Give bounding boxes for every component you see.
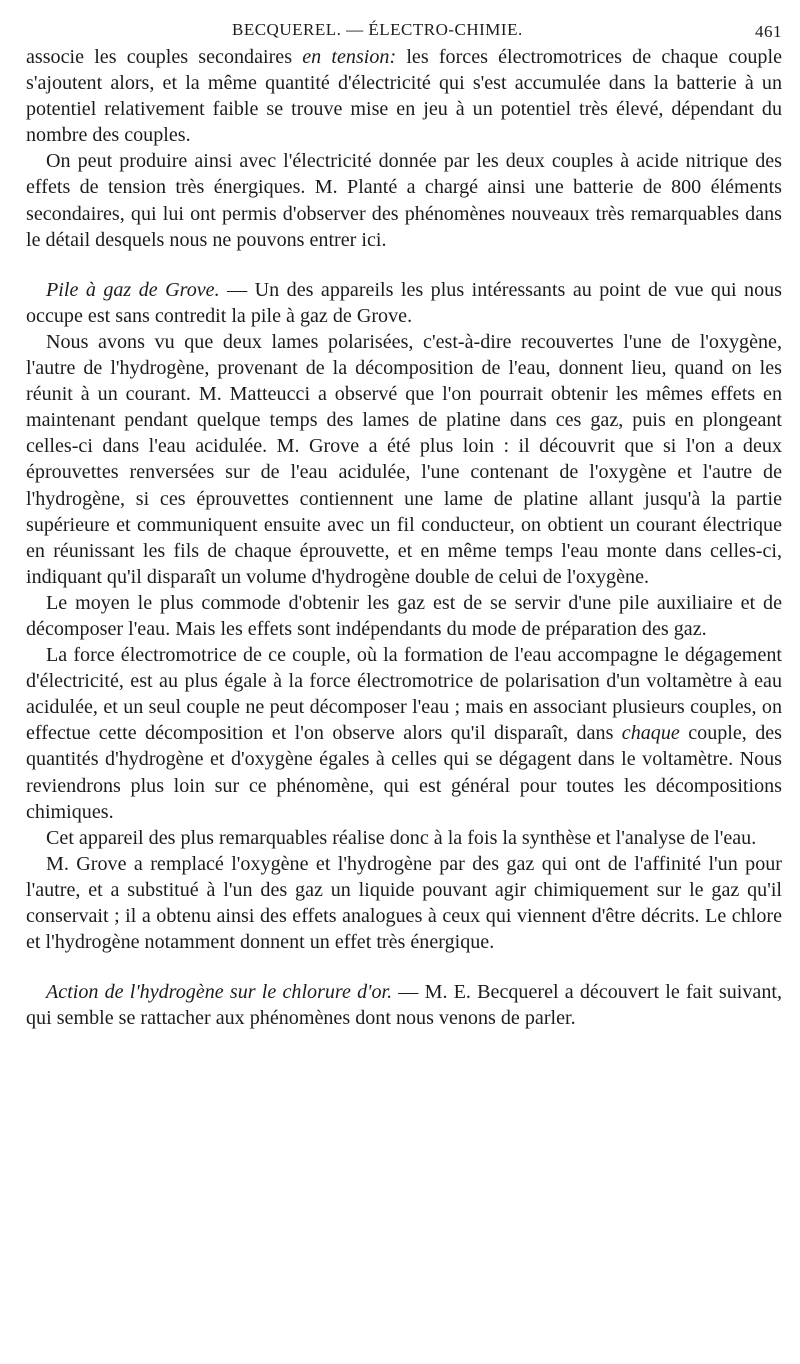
page-number: 461 <box>755 22 782 41</box>
running-title: BECQUEREL. — ÉLECTRO-CHIMIE. <box>232 20 523 39</box>
emphasis-chaque: chaque <box>621 722 680 745</box>
section-action-hydrogene: Action de l'hydrogène sur le chlorure d'or. — M. E. Becquerel a découvert le fait suivant, qui semble se rattacher aux phénomènes dont nous venons de parler. <box>26 981 782 1030</box>
section-heading: Pile à gaz de Grove. <box>46 278 220 301</box>
emphasis-en-tension: en tension: <box>302 46 397 68</box>
paragraph: Cet appareil des plus remarquables réalise donc à la fois la synthèse et l'analyse de l'eau. <box>46 826 757 849</box>
paragraph: Le moyen le plus commode d'obtenir les gaz est de se servir d'une pile auxiliaire et de décomposer l'eau. Mais les effets sont indépendants du mode de préparation des gaz. <box>26 591 782 640</box>
section-pile-a-gaz-de-grove: Pile à gaz de Grove. — Un des appareils les plus intéressants au point de vue qui nous occupe est sans contredit la pile à gaz de Grove. <box>26 278 783 327</box>
book-page <box>26 14 782 1031</box>
paragraph: La force électromotrice de ce couple, où la formation de l'eau accompagne le dégagement d'électricité, est au plus égale à la force électromotrice de polarisation d'un voltamètre à eau acidulée, et un seul couple ne peut décomposer l'eau ; mais en associant plusieurs couples, on effectue cette décomposition et l'on observe alors qu'il disparaît, dans chaque couple, des quantités d'hydrogène et d'oxygène égales à celles qui se dégagent dans le voltamètre. Nous reviendrons plus loin sur ce phénomène, qui est général pour toutes les décompositions chimiques. <box>26 644 782 823</box>
running-head <box>26 14 782 44</box>
paragraph-continuation: associe les couples secondaires en tension: les forces électromotrices de chaque couple s'ajoutent alors, et la même quantité d'électricité qui s'est accumulée dans la batterie à un potentiel relativement faible se trouve mise en jeu à un potentiel très élevé, dépendant du nombre des couples. <box>26 46 782 147</box>
body-text <box>26 44 782 1031</box>
paragraph: On peut produire ainsi avec l'électricité donnée par les deux couples à acide nitrique des effets de tension très énergiques. M. Planté a chargé ainsi une batterie de 800 éléments secondaires, qui lui ont permis d'observer des phénomènes nouveaux très remarquables dans le détail desquels nous ne pouvons entrer ici. <box>26 150 782 251</box>
paragraph: Nous avons vu que deux lames polarisées, c'est-à-dire recouvertes l'une de l'oxygène, l'autre de l'hydrogène, provenant de la décomposition de l'eau, donnent lieu, quand on les réunit à un courant. M. Matteucci a observé que l'on pourrait obtenir les mêmes effets en maintenant pendant quelque temps des lames de platine dans ces gaz, puis en plongeant celles-ci dans l'eau acidulée. M. Grove a été plus loin : il découvrit que si l'on a deux éprouvettes renversées sur de l'eau acidulée, l'une contenant de l'oxygène et l'autre de l'hydrogène, si ces éprouvettes contiennent une lame de platine allant jusqu'à la partie supérieure et communiquent ensuite avec un fil conducteur, on obtient un courant électrique en réunissant les fils de chaque éprouvette, et en même temps l'eau monte dans celles-ci, indiquant qu'il disparaît un volume d'hydrogène double de celui de l'oxygène. <box>26 330 782 588</box>
section-heading: Action de l'hydrogène sur le chlorure d'or. <box>46 981 393 1004</box>
paragraph: M. Grove a remplacé l'oxygène et l'hydrogène par des gaz qui ont de l'affinité l'un pour l'autre, et a substitué à l'un des gaz un liquide pouvant agir chimiquement sur le gaz qu'il conservait ; il a obtenu ainsi des effets analogues à ceux qui viennent d'être décrits. Le chlore et l'hydrogène notamment donnent un effet très énergique. <box>26 852 782 954</box>
